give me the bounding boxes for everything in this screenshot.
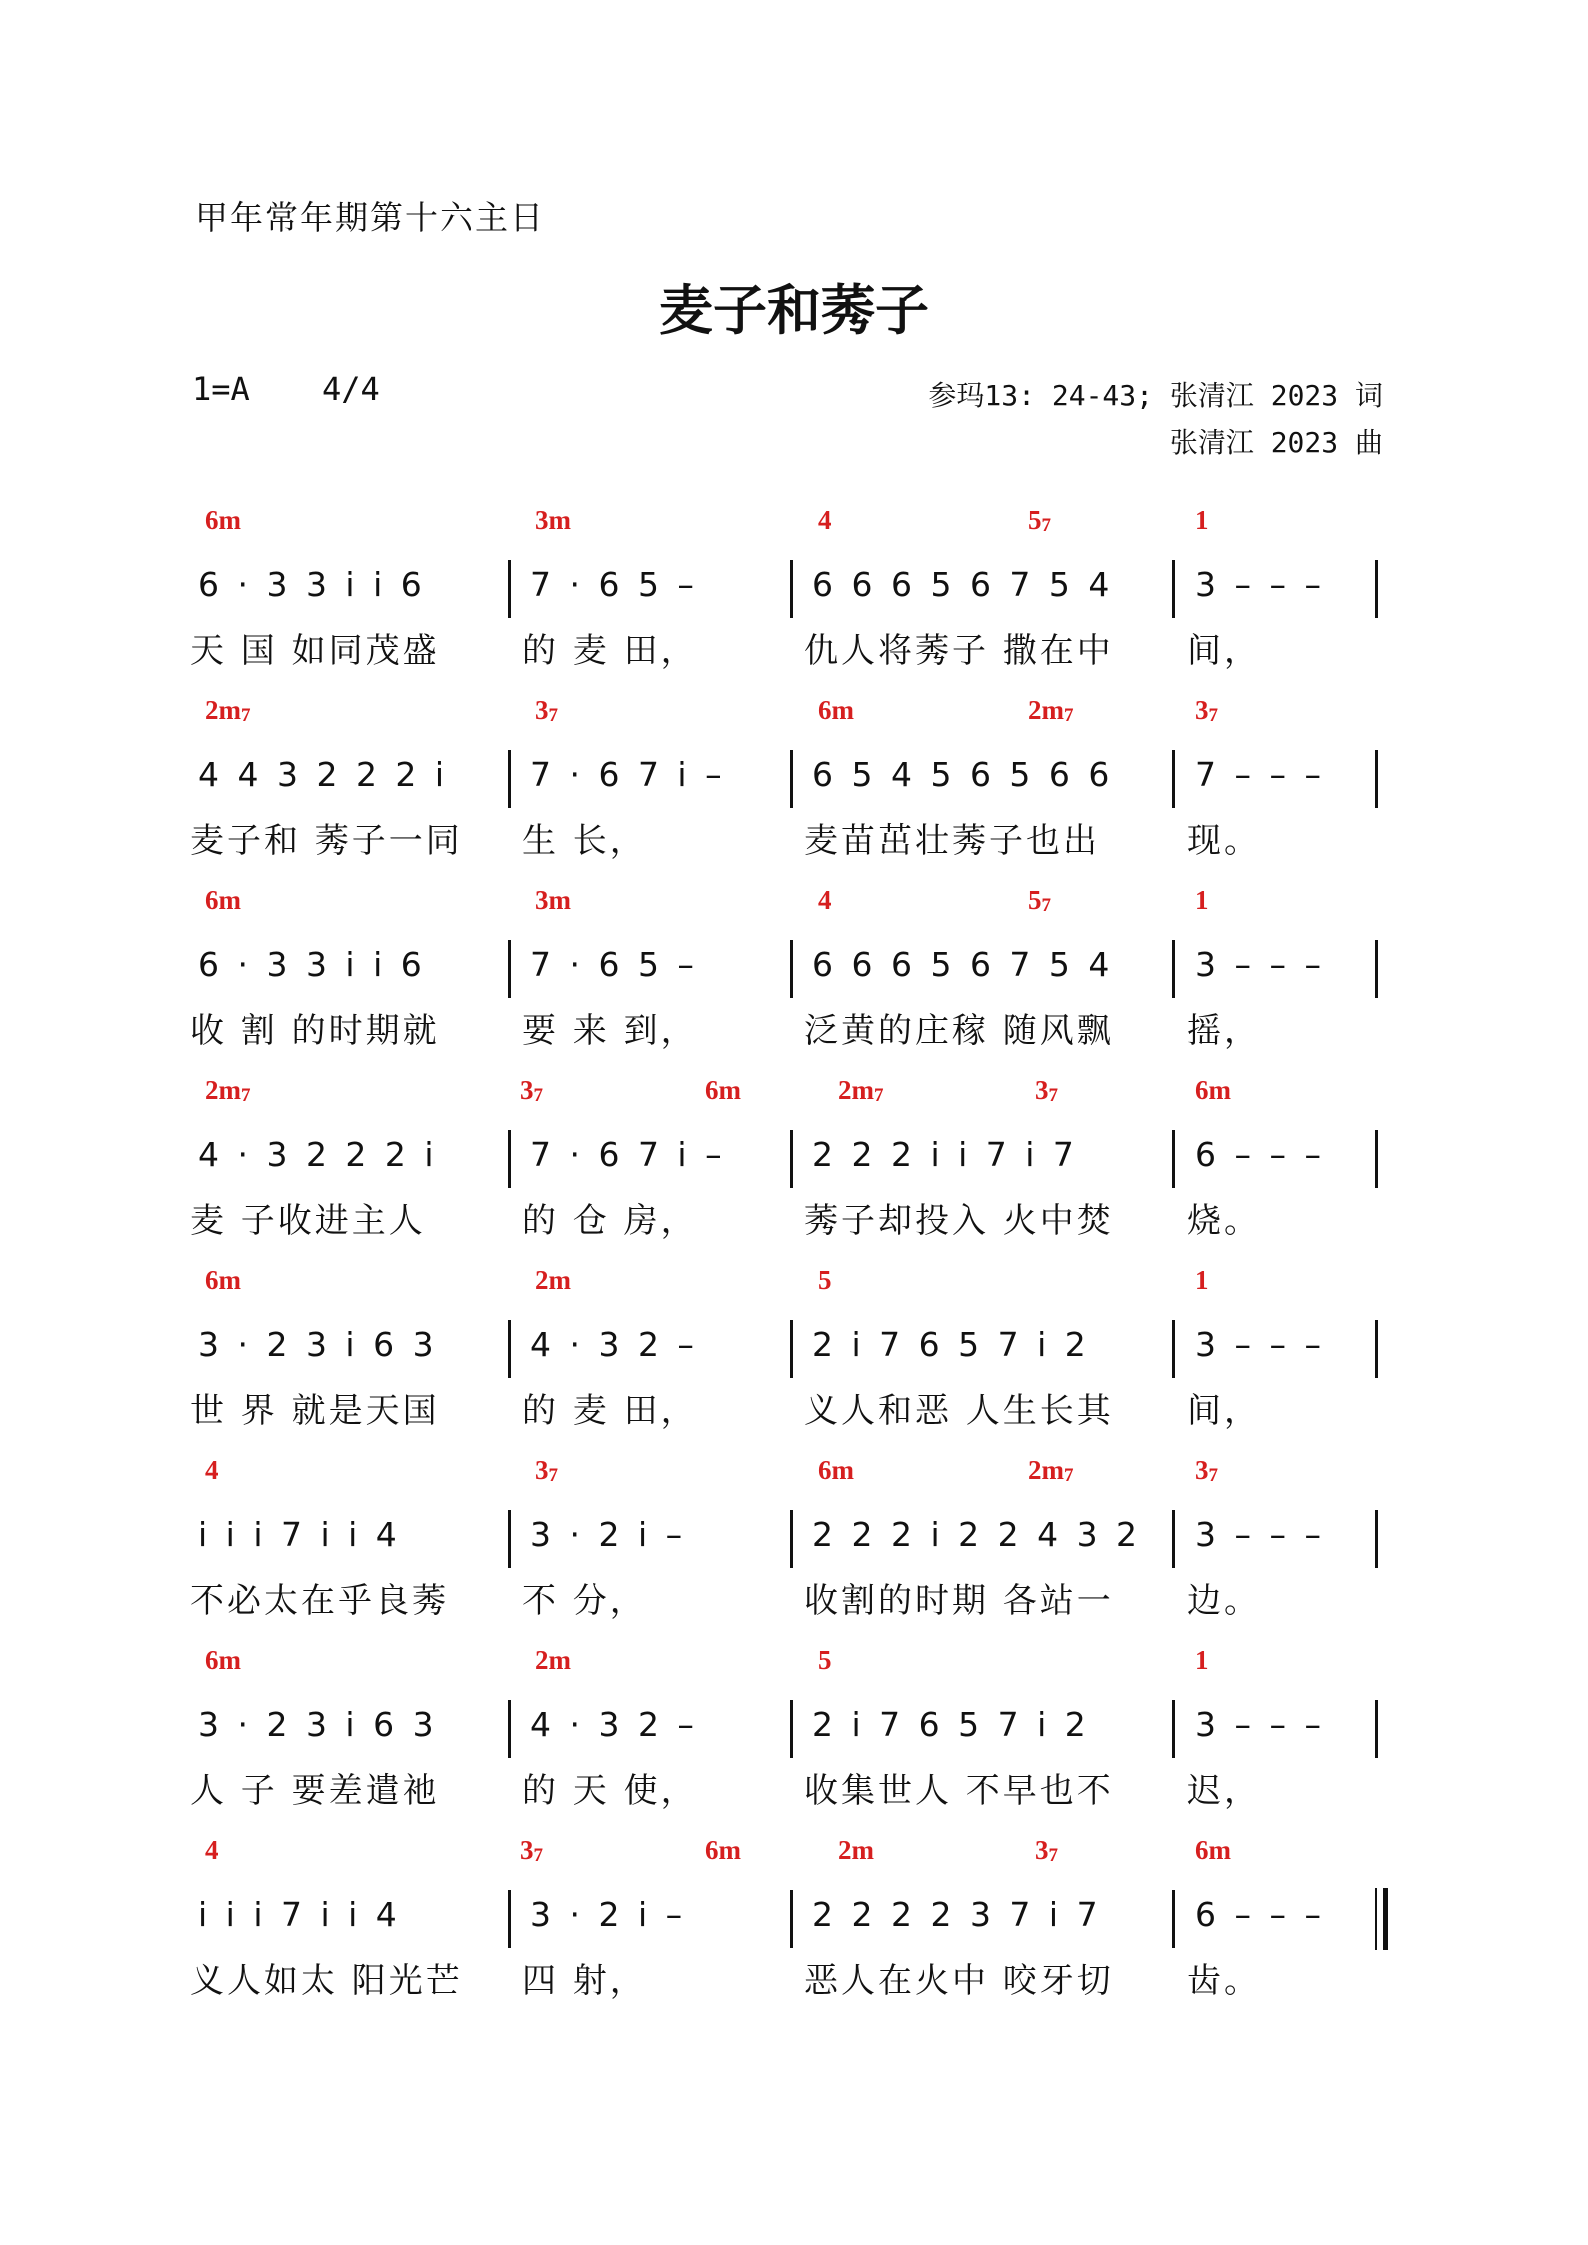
barline — [790, 750, 793, 808]
measure-notes: 6 · 3 3 i i 6 — [198, 565, 426, 604]
measure-lyrics: 间， — [1187, 631, 1261, 671]
barline — [1172, 1700, 1175, 1758]
chord-symbol — [1195, 1835, 1231, 1866]
barline — [1172, 1510, 1175, 1568]
measure-lyrics: 恶人在火中 咬牙切 — [804, 1961, 1114, 2001]
measure-lyrics: 麦苗茁壮莠子也出 — [804, 821, 1100, 861]
chord-symbol — [535, 885, 571, 916]
chord-root: 5 — [818, 1265, 832, 1295]
chord-symbol — [1028, 1455, 1074, 1487]
measure-lyrics: 的 仓 房， — [522, 1201, 698, 1241]
chord-symbol — [535, 1265, 571, 1296]
measure-lyrics: 现。 — [1187, 821, 1261, 861]
measure-notes: 2 i 7 6 5 7 i 2 — [812, 1325, 1090, 1364]
barline — [1375, 940, 1378, 998]
chord-root: 3 — [520, 1075, 534, 1105]
lyrics-credit: 参玛13: 24-43; 张清江 2023 词 — [928, 379, 1383, 412]
chord-root: 3 — [1035, 1075, 1049, 1105]
barline — [790, 940, 793, 998]
chord-extension: 7 — [874, 1085, 884, 1106]
measure-notes: 2 2 2 2 3 7 i 7 — [812, 1895, 1102, 1934]
measure-lyrics: 义人如太 阳光芒 — [190, 1961, 463, 2001]
chord-root: 6m — [1195, 1075, 1231, 1105]
chord-root: 6m — [1195, 1835, 1231, 1865]
chord-symbol — [1028, 505, 1051, 537]
chord-symbol — [205, 1075, 251, 1107]
measure-lyrics: 人 子 要差遣祂 — [190, 1771, 440, 1811]
chord-root: 2m — [205, 1075, 241, 1105]
measure-lyrics: 义人和恶 人生长其 — [804, 1391, 1114, 1431]
chord-symbol — [535, 1645, 571, 1676]
measure-notes: 6 6 6 5 6 7 5 4 — [812, 945, 1114, 984]
chord-root: 5 — [818, 1645, 832, 1675]
chord-symbol — [205, 695, 251, 727]
barline — [1375, 560, 1378, 618]
barline — [1172, 750, 1175, 808]
chord-extension: 7 — [241, 705, 251, 726]
measure-lyrics: 莠子却投入 火中焚 — [804, 1201, 1114, 1241]
measure-notes: 3 · 2 3 i 6 3 — [198, 1325, 438, 1364]
measure-notes: 7 · 6 7 i – — [530, 755, 726, 794]
chord-symbol — [1035, 1835, 1058, 1867]
chord-symbol — [818, 1455, 854, 1486]
score-line — [0, 1645, 1588, 1815]
chord-root: 2m — [535, 1265, 571, 1295]
chord-symbol — [818, 885, 832, 916]
measure-lyrics: 要 来 到， — [522, 1011, 698, 1051]
chord-root: 1 — [1195, 1645, 1209, 1675]
barline — [508, 1130, 511, 1188]
barline — [1375, 1510, 1378, 1568]
chord-symbol — [838, 1075, 884, 1107]
measure-notes: 2 2 2 i 2 2 4 3 2 — [812, 1515, 1142, 1554]
chord-root: 2m — [205, 695, 241, 725]
chord-root: 2m — [535, 1645, 571, 1675]
score-line — [0, 1265, 1588, 1435]
chord-root: 3m — [535, 505, 571, 535]
chord-root: 1 — [1195, 1265, 1209, 1295]
measure-notes: 3 · 2 i – — [530, 1895, 687, 1934]
barline — [790, 1130, 793, 1188]
chord-symbol — [1028, 885, 1051, 917]
barline — [508, 1890, 511, 1948]
measure-notes: 4 · 3 2 – — [530, 1325, 698, 1364]
measure-lyrics: 收集世人 不早也不 — [804, 1771, 1114, 1811]
chord-root: 6m — [205, 1265, 241, 1295]
measure-lyrics: 齿。 — [1187, 1961, 1261, 2001]
measure-notes: 7 · 6 7 i – — [530, 1135, 726, 1174]
chord-root: 6m — [705, 1075, 741, 1105]
chord-root: 6m — [205, 505, 241, 535]
chord-symbol — [1028, 695, 1074, 727]
barline — [508, 560, 511, 618]
measure-notes: 3 – – – — [1195, 565, 1325, 604]
barline — [1172, 560, 1175, 618]
chord-symbol — [818, 1265, 832, 1296]
barline — [1375, 1320, 1378, 1378]
measure-notes: 6 6 6 5 6 7 5 4 — [812, 565, 1114, 604]
score-line — [0, 1455, 1588, 1625]
music-credit: 张清江 2023 曲 — [1169, 426, 1383, 459]
measure-notes: 4 · 3 2 – — [530, 1705, 698, 1744]
measure-lyrics: 迟， — [1187, 1771, 1261, 1811]
chord-symbol — [205, 505, 241, 536]
chord-symbol — [205, 1835, 219, 1866]
measure-lyrics: 天 国 如同茂盛 — [190, 631, 440, 671]
barline — [1172, 940, 1175, 998]
chord-symbol — [205, 1645, 241, 1676]
chord-root: 2m — [838, 1835, 874, 1865]
measure-notes: 6 – – – — [1195, 1895, 1325, 1934]
barline — [508, 1700, 511, 1758]
chord-symbol — [838, 1835, 874, 1866]
measure-notes: 7 · 6 5 – — [530, 945, 698, 984]
chord-symbol — [818, 695, 854, 726]
chord-symbol — [520, 1075, 543, 1107]
chord-root: 3 — [535, 1455, 549, 1485]
chord-symbol — [1195, 1265, 1209, 1296]
time-signature: 4/4 — [322, 370, 380, 408]
barline — [508, 1510, 511, 1568]
measure-lyrics: 的 天 使， — [522, 1771, 698, 1811]
chord-root: 4 — [205, 1455, 219, 1485]
chord-extension: 7 — [1064, 705, 1074, 726]
measure-notes: 3 · 2 3 i 6 3 — [198, 1705, 438, 1744]
barline — [790, 1890, 793, 1948]
measure-lyrics: 边。 — [1187, 1581, 1261, 1621]
chord-root: 3 — [535, 695, 549, 725]
chord-extension: 7 — [1041, 515, 1051, 536]
measure-notes: 4 · 3 2 2 2 i — [198, 1135, 438, 1174]
measure-notes: 2 2 2 i i 7 i 7 — [812, 1135, 1078, 1174]
chord-symbol — [1195, 1645, 1209, 1676]
measure-lyrics: 麦 子收进主人 — [190, 1201, 426, 1241]
barline — [790, 560, 793, 618]
measure-notes: 6 – – – — [1195, 1135, 1325, 1174]
chord-symbol — [1195, 1455, 1218, 1487]
chord-symbol — [520, 1835, 543, 1867]
barline — [1172, 1130, 1175, 1188]
measure-lyrics: 仇人将莠子 撒在中 — [804, 631, 1114, 671]
measure-notes: 7 – – – — [1195, 755, 1325, 794]
measure-lyrics: 的 麦 田， — [522, 1391, 698, 1431]
barline — [790, 1320, 793, 1378]
score-line — [0, 1835, 1588, 2005]
measure-lyrics: 收割的时期 各站一 — [804, 1581, 1114, 1621]
measure-lyrics: 四 射， — [522, 1961, 647, 2001]
chord-root: 3 — [1195, 695, 1209, 725]
barline — [790, 1700, 793, 1758]
chord-symbol — [1195, 695, 1218, 727]
chord-root: 2m — [1028, 1455, 1064, 1485]
measure-notes: 6 5 4 5 6 5 6 6 — [812, 755, 1114, 794]
key-signature: 1=A — [192, 370, 250, 408]
measure-notes: i i i 7 i i 4 — [198, 1515, 401, 1554]
score-line — [0, 885, 1588, 1055]
measure-notes: i i i 7 i i 4 — [198, 1895, 401, 1934]
final-barline — [1375, 1888, 1388, 1950]
measure-notes: 3 – – – — [1195, 1515, 1325, 1554]
chord-root: 6m — [705, 1835, 741, 1865]
chord-extension: 7 — [1064, 1465, 1074, 1486]
measure-notes: 2 i 7 6 5 7 i 2 — [812, 1705, 1090, 1744]
chord-symbol — [205, 1455, 219, 1486]
barline — [508, 940, 511, 998]
chord-extension: 7 — [1048, 1845, 1058, 1866]
measure-notes: 3 – – – — [1195, 1325, 1325, 1364]
chord-root: 5 — [1028, 505, 1042, 535]
chord-extension: 7 — [548, 1465, 558, 1486]
chord-extension: 7 — [1041, 895, 1051, 916]
chord-extension: 7 — [1208, 705, 1218, 726]
chord-symbol — [1035, 1075, 1058, 1107]
chord-root: 1 — [1195, 885, 1209, 915]
barline — [1375, 750, 1378, 808]
chord-symbol — [535, 695, 558, 727]
measure-notes: 7 · 6 5 – — [530, 565, 698, 604]
score-line — [0, 505, 1588, 675]
measure-lyrics: 泛黄的庄稼 随风飘 — [804, 1011, 1114, 1051]
song-title: 麦子和莠子 — [659, 279, 929, 342]
measure-lyrics: 生 长， — [522, 821, 647, 861]
barline — [1375, 1700, 1378, 1758]
chord-symbol — [818, 505, 832, 536]
measure-lyrics: 摇， — [1187, 1011, 1261, 1051]
chord-root: 6m — [818, 1455, 854, 1485]
measure-notes: 3 – – – — [1195, 945, 1325, 984]
chord-root: 3m — [535, 885, 571, 915]
barline — [508, 750, 511, 808]
measure-lyrics: 收 割 的时期就 — [190, 1011, 440, 1051]
chord-extension: 7 — [548, 705, 558, 726]
chord-root: 2m — [838, 1075, 874, 1105]
chord-symbol — [1195, 1075, 1231, 1106]
chord-root: 1 — [1195, 505, 1209, 535]
measure-notes: 3 – – – — [1195, 1705, 1325, 1744]
chord-symbol — [1195, 505, 1209, 536]
liturgical-subtitle: 甲年常年期第十六主日 — [195, 198, 545, 237]
measure-notes: 3 · 2 i – — [530, 1515, 687, 1554]
chord-root: 3 — [1195, 1455, 1209, 1485]
chord-extension: 7 — [1048, 1085, 1058, 1106]
chord-symbol — [205, 1265, 241, 1296]
chord-root: 6m — [205, 885, 241, 915]
score-line — [0, 1075, 1588, 1245]
score-line — [0, 695, 1588, 865]
measure-lyrics: 间， — [1187, 1391, 1261, 1431]
chord-extension: 7 — [533, 1845, 543, 1866]
barline — [1172, 1890, 1175, 1948]
measure-lyrics: 世 界 就是天国 — [190, 1391, 440, 1431]
chord-symbol — [205, 885, 241, 916]
chord-root: 4 — [205, 1835, 219, 1865]
chord-extension: 7 — [1208, 1465, 1218, 1486]
chord-symbol — [535, 1455, 558, 1487]
barline — [508, 1320, 511, 1378]
barline — [790, 1510, 793, 1568]
barline — [1375, 1130, 1378, 1188]
measure-lyrics: 不 分， — [522, 1581, 647, 1621]
chord-extension: 7 — [533, 1085, 543, 1106]
chord-root: 4 — [818, 505, 832, 535]
chord-symbol — [535, 505, 571, 536]
measure-lyrics: 烧。 — [1187, 1201, 1261, 1241]
chord-root: 6m — [205, 1645, 241, 1675]
measure-lyrics: 不必太在乎良莠 — [190, 1581, 449, 1621]
chord-extension: 7 — [241, 1085, 251, 1106]
chord-symbol — [705, 1075, 741, 1106]
chord-symbol — [705, 1835, 741, 1866]
measure-lyrics: 的 麦 田， — [522, 631, 698, 671]
measure-notes: 6 · 3 3 i i 6 — [198, 945, 426, 984]
chord-root: 5 — [1028, 885, 1042, 915]
chord-root: 3 — [1035, 1835, 1049, 1865]
chord-root: 2m — [1028, 695, 1064, 725]
chord-symbol — [1195, 885, 1209, 916]
chord-symbol — [818, 1645, 832, 1676]
measure-lyrics: 麦子和 莠子一同 — [190, 821, 463, 861]
chord-root: 4 — [818, 885, 832, 915]
measure-notes: 4 4 3 2 2 2 i — [198, 755, 449, 794]
chord-root: 3 — [520, 1835, 534, 1865]
chord-root: 6m — [818, 695, 854, 725]
barline — [1172, 1320, 1175, 1378]
